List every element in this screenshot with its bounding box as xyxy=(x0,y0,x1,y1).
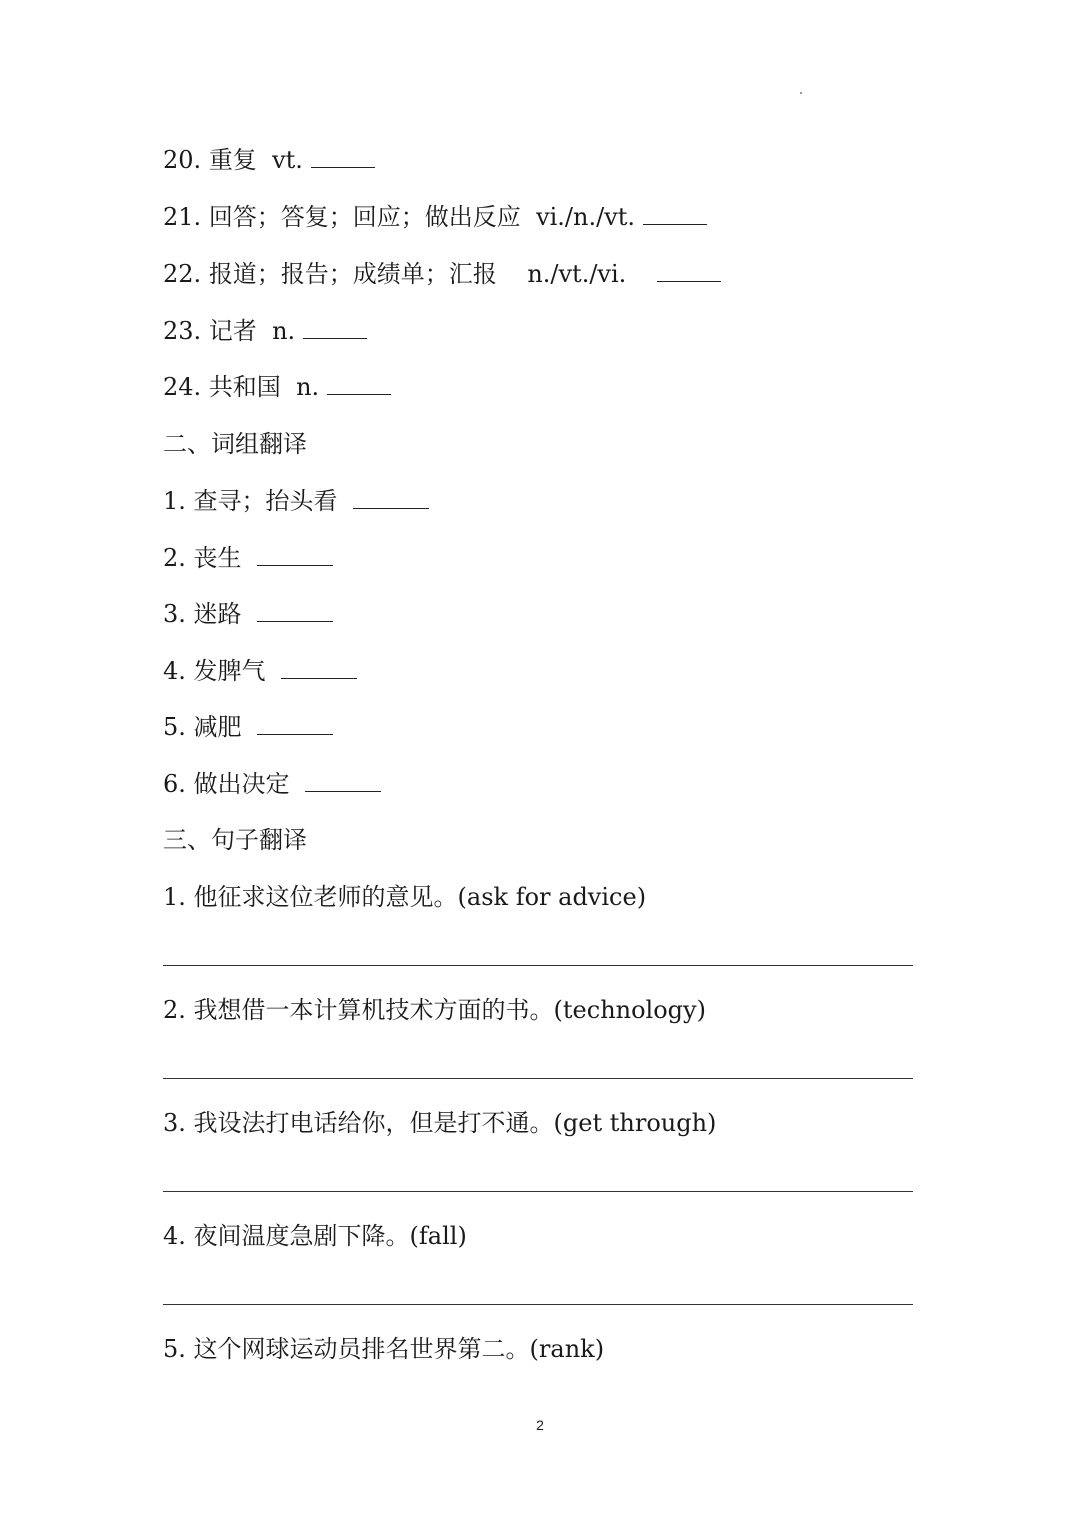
answer-blank[interactable] xyxy=(327,372,391,395)
scan-mark xyxy=(800,92,802,94)
answer-line[interactable] xyxy=(163,1304,913,1305)
item-text: 查寻；抬头看 xyxy=(193,487,346,515)
item-number: 22. xyxy=(163,260,202,288)
item-text: 丧生 xyxy=(193,544,250,572)
item-text: 记者 n. xyxy=(208,317,296,345)
phrase-item-2 xyxy=(163,543,333,573)
item-text: 做出决定 xyxy=(193,770,298,798)
vocab-item-21 xyxy=(163,202,707,232)
sentence-item-2 xyxy=(163,995,706,1025)
item-text: 重复 vt. xyxy=(208,146,303,174)
item-number: 1. xyxy=(163,883,186,911)
answer-line[interactable] xyxy=(163,965,913,966)
item-number: 6. xyxy=(163,770,186,798)
item-text: 回答；答复；回应；做出反应 vi./n./vt. xyxy=(208,203,636,231)
page-number: 2 xyxy=(536,1417,544,1433)
section-heading-sentences: 三、句子翻译 xyxy=(163,826,307,854)
item-number: 24. xyxy=(163,373,202,401)
answer-blank[interactable] xyxy=(353,486,429,509)
answer-blank[interactable] xyxy=(257,599,333,622)
phrase-item-4 xyxy=(163,656,357,686)
answer-blank[interactable] xyxy=(657,259,721,282)
item-number: 3. xyxy=(163,600,186,628)
item-text: 他征求这位老师的意见。(ask for advice) xyxy=(193,883,647,911)
vocab-item-22 xyxy=(163,259,721,289)
item-text: 这个网球运动员排名世界第二。(rank) xyxy=(193,1335,605,1363)
item-number: 20. xyxy=(163,146,202,174)
sentence-item-4 xyxy=(163,1221,467,1251)
vocab-item-20 xyxy=(163,145,375,175)
item-text: 我设法打电话给你，但是打不通。(get through) xyxy=(193,1109,717,1137)
section-heading-phrases: 二、词组翻译 xyxy=(163,430,307,458)
sentence-item-1 xyxy=(163,882,646,912)
item-number: 4. xyxy=(163,657,186,685)
item-text: 我想借一本计算机技术方面的书。(technology) xyxy=(193,996,706,1024)
item-number: 23. xyxy=(163,317,202,345)
vocab-item-23 xyxy=(163,316,367,346)
phrase-item-6 xyxy=(163,769,381,799)
item-number: 21. xyxy=(163,203,202,231)
item-text: 夜间温度急剧下降。(fall) xyxy=(193,1222,467,1250)
phrase-item-1 xyxy=(163,486,429,516)
answer-blank[interactable] xyxy=(257,543,333,566)
vocab-item-24 xyxy=(163,372,391,402)
item-number: 5. xyxy=(163,1335,186,1363)
answer-blank[interactable] xyxy=(257,712,333,735)
answer-line[interactable] xyxy=(163,1191,913,1192)
answer-line[interactable] xyxy=(163,1078,913,1079)
answer-blank[interactable] xyxy=(643,202,707,225)
item-number: 3. xyxy=(163,1109,186,1137)
phrase-item-3 xyxy=(163,599,333,629)
item-text: 减肥 xyxy=(193,713,250,741)
item-number: 2. xyxy=(163,996,186,1024)
item-text: 共和国 n. xyxy=(208,373,320,401)
sentence-item-5 xyxy=(163,1334,604,1364)
answer-blank[interactable] xyxy=(303,316,367,339)
sentence-item-3 xyxy=(163,1108,716,1138)
item-number: 1. xyxy=(163,487,186,515)
phrase-item-5 xyxy=(163,712,333,742)
answer-blank[interactable] xyxy=(305,769,381,792)
item-number: 4. xyxy=(163,1222,186,1250)
item-text: 发脾气 xyxy=(193,657,274,685)
item-text: 报道；报告；成绩单；汇报 n./vt./vi. xyxy=(208,260,650,288)
item-number: 2. xyxy=(163,544,186,572)
item-number: 5. xyxy=(163,713,186,741)
item-text: 迷路 xyxy=(193,600,250,628)
answer-blank[interactable] xyxy=(281,656,357,679)
answer-blank[interactable] xyxy=(311,145,375,168)
